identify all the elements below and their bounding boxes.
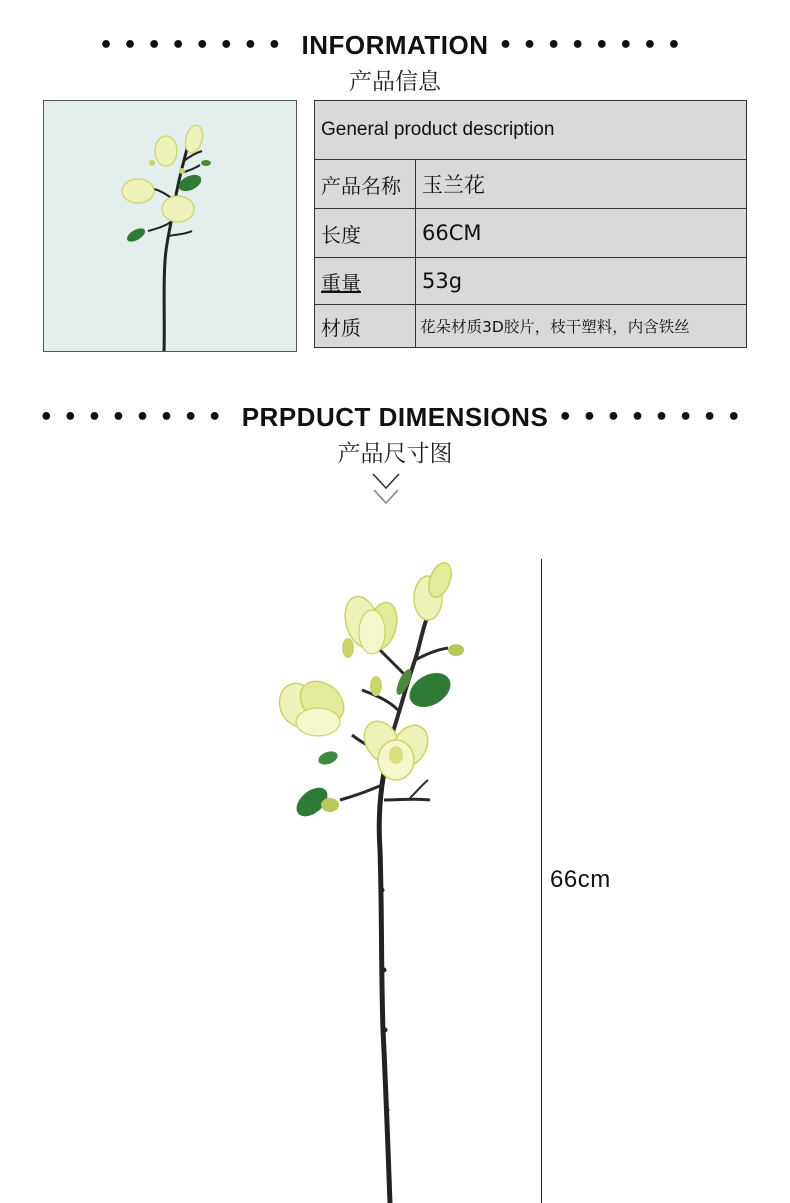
double-chevron-down-icon (370, 470, 402, 510)
spec-value: 玉兰花 (416, 160, 747, 209)
decorative-dots-left: •••••••• (99, 32, 292, 58)
decorative-dots-left: •••••••• (39, 404, 232, 430)
magnolia-flower (414, 560, 456, 620)
information-heading (0, 30, 790, 96)
information-title: INFORMATION (301, 30, 489, 60)
information-subtitle: 产品信息 (349, 69, 441, 95)
spec-value: 花朵材质3D胶片，枝干塑料，内含铁丝 (416, 305, 747, 348)
spec-row-weight (315, 258, 747, 305)
spec-key: 产品名称 (315, 160, 416, 209)
dimension-line (541, 559, 542, 1203)
magnolia-branch-large-image (270, 550, 480, 1203)
dimensions-heading (0, 402, 790, 468)
spec-row-name (315, 160, 747, 209)
product-spec-table (314, 100, 747, 348)
spec-value: 66CM (416, 209, 747, 258)
decorative-dots-right: •••••••• (558, 404, 751, 430)
spec-row-material (315, 305, 747, 348)
magnolia-flower (274, 673, 352, 736)
magnolia-branch-image (44, 101, 296, 351)
dimension-length-label: 66cm (550, 866, 611, 893)
dimensions-subtitle: 产品尺寸图 (337, 441, 453, 467)
spec-key: 长度 (315, 209, 416, 258)
decorative-dots-right: •••••••• (498, 32, 691, 58)
spec-value: 53g (416, 258, 747, 305)
spec-table-header: General product description (315, 101, 747, 160)
spec-row-length (315, 209, 747, 258)
product-thumbnail-photo (43, 100, 297, 352)
dimensions-title: PRPDUCT DIMENSIONS (241, 402, 549, 432)
spec-key: 重量 (315, 258, 416, 305)
spec-key: 材质 (315, 305, 416, 348)
